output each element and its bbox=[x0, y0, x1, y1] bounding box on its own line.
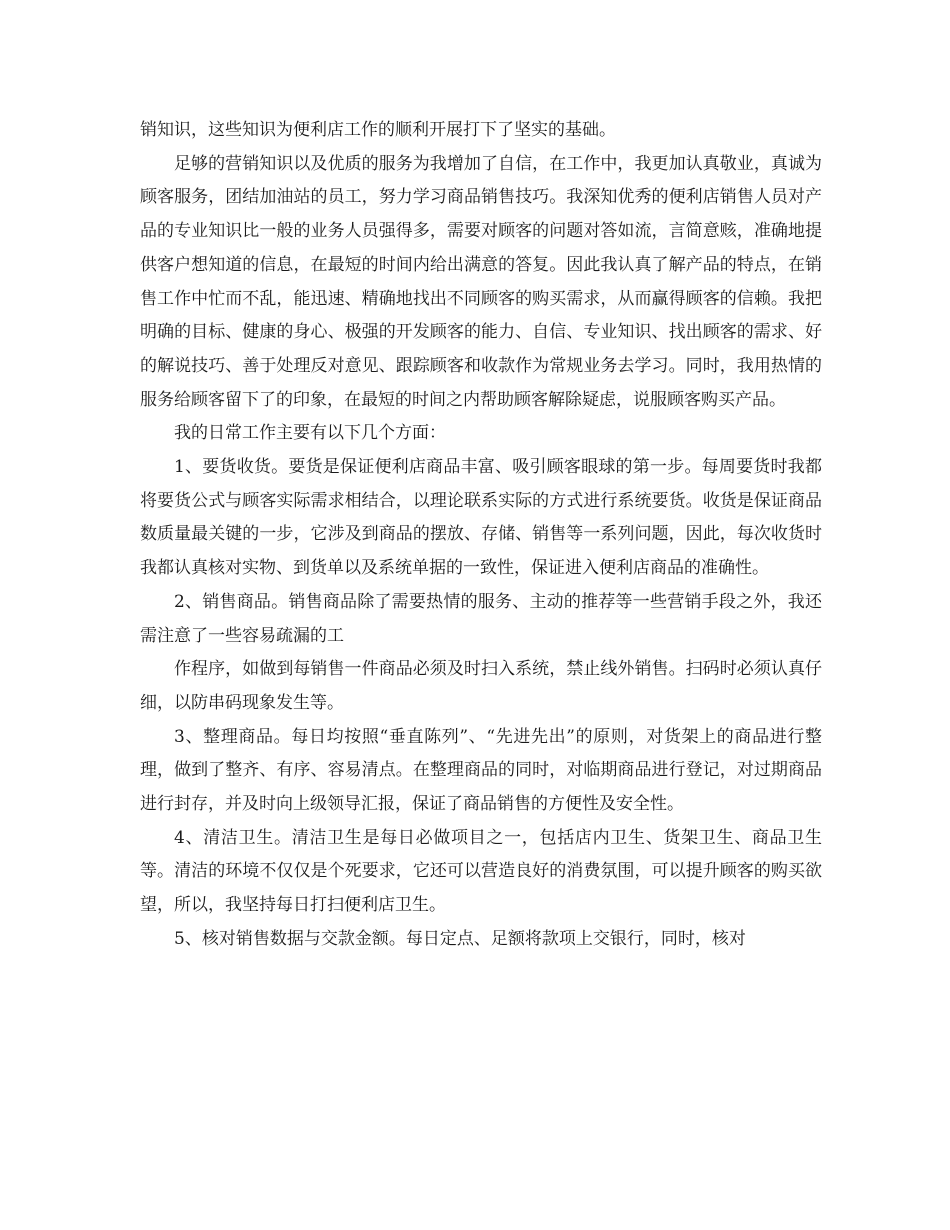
paragraph-4: 1、要货收货。要货是保证便利店商品丰富、吸引顾客眼球的第一步。每周要货时我都将要货公式与顾客实际需求相结合，以理论联系实际的方式进行系统要货。收货是保证商品数质量最关键的一步，它涉及到商品的摆放、存储、销售等一系列问题，因此，每次收货时我都认真核对实物、到货单以及系统单据的一致性，保证进入便利店商品的准确性。 bbox=[140, 457, 822, 579]
paragraph-1: 销知识，这些知识为便利店工作的顺利开展打下了坚实的基础。 bbox=[140, 120, 616, 140]
paragraph-2: 足够的营销知识以及优质的服务为我增加了自信，在工作中，我更加认真敬业，真诚为顾客服务，团结加油站的员工，努力学习商品销售技巧。我深知优秀的便利店销售人员对产品的专业知识比一般的业务人员强得多，需要对顾客的问题对答如流，言简意赅，准确地提供客户想知道的信息，在最短的时间内给出满意的答复。因此我认真了解产品的特点，在销售工作中忙而不乱，能迅速、精确地找出不同顾客的购买需求，从而赢得顾客的信赖。我把明确的目标、健康的身心、极强的开发顾客的能力、自信、专业知识、找出顾客的需求、好的解说技巧、善于处理反对意见、跟踪顾客和收款作为常规业务去学习。同时，我用热情的服务给顾客留下了的印象，在最短的时间之内帮助顾客解除疑虑，说服顾客购买产品。 bbox=[140, 153, 822, 410]
paragraph-3: 我的日常工作主要有以下几个方面： bbox=[174, 423, 446, 444]
document-body bbox=[140, 114, 822, 957]
paragraph-5: 2、销售商品。销售商品除了需要热情的服务、主动的推荐等一些营销手段之外，我还需注意了一些容易疏漏的工 bbox=[140, 591, 822, 646]
paragraph-6: 作程序，如做到每销售一件商品必须及时扫入系统，禁止线外销售。扫码时必须认真仔细，以防串码现象发生等。 bbox=[140, 659, 822, 713]
paragraph-8: 4、清洁卫生。清洁卫生是每日必做项目之一，包括店内卫生、货架卫生、商品卫生等。清洁的环境不仅仅是个死要求，它还可以营造良好的消费氛围，可以提升顾客的购买欲望，所以，我坚持每日打扫便利店卫生。 bbox=[140, 827, 822, 916]
paragraph-9: 5、核对销售数据与交款金额。每日定点、足额将款项上交银行，同时，核对 bbox=[174, 928, 746, 949]
paragraph-7: 3、整理商品。每日均按照“垂直陈列”、“先进先出”的原则，对货架上的商品进行整理，做到了整齐、有序、容易清点。在整理商品的同时，对临期商品进行登记，对过期商品进行封存，并及时向上级领导汇报，保证了商品销售的方便性及安全性。 bbox=[140, 726, 822, 815]
